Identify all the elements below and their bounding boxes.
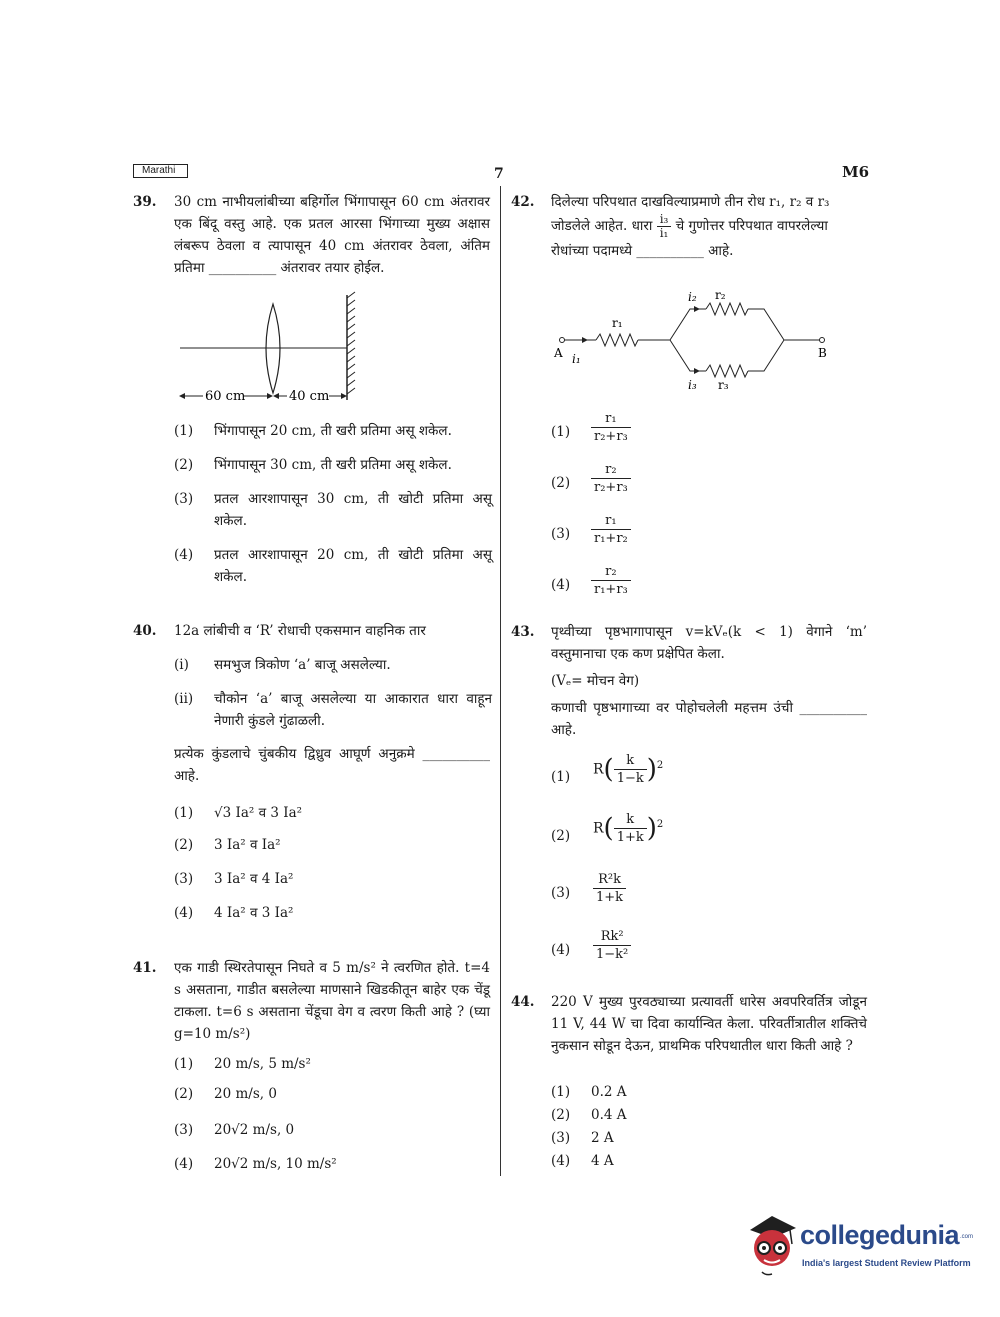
q44-number: 44.: [511, 994, 535, 1010]
q44-text: 220 V मुख्य पुरवठ्याच्या प्रत्यावर्ती धारेस अवपरिवर्तित्र जोडून 11 V, 44 W चा दिवा कार्यान्वित केला. परिवर्तीत्रातील शक्तिचे नुकसान सोडून देऊन, प्राथमिक परिपथातील धारा किती आहे ?: [551, 994, 867, 1054]
q39-option-3[interactable]: [174, 488, 494, 534]
resistor-r2: [706, 303, 748, 315]
option-number: (2): [551, 1107, 571, 1123]
q39-option-4[interactable]: [174, 544, 494, 590]
option-number: (1): [551, 769, 571, 785]
q39-dim-left: 60 cm: [205, 389, 246, 404]
option-number: (3): [174, 871, 194, 887]
option-number: (1): [174, 805, 194, 821]
option-text: भिंगापासून 30 cm, ती खरी प्रतिमा असू शकेल.: [214, 457, 452, 473]
q40-question: प्रत्येक कुंडलाचे चुंबकीय द्विध्रुव आघूर्ण अनुक्रमे __________ आहे.: [174, 746, 490, 784]
option-number: (4): [174, 905, 194, 921]
option-number: (4): [551, 1153, 571, 1169]
logo-wordmark: collegedunia: [800, 1220, 960, 1250]
option-number: (3): [551, 1130, 571, 1146]
option-text: 2 A: [591, 1130, 614, 1146]
svg-text:B: B: [818, 346, 827, 360]
option-number: (3): [551, 526, 571, 542]
svg-text:i₃: i₃: [688, 378, 697, 392]
option-number: (1): [174, 1056, 194, 1072]
q42-option-4[interactable]: (4) $\frac{\text{r₂}}{\text{r₁+r₃}}$: [551, 563, 751, 607]
q43-option-4[interactable]: (4) $\frac{\text{Rk²}}{\text{1−k²}}$: [551, 928, 751, 972]
option-text: भिंगापासून 20 cm, ती खरी प्रतिमा असू शकेल.: [214, 423, 452, 439]
option-text: 20√2 m/s, 10 m/s²: [214, 1156, 337, 1172]
option-text: 4 A: [591, 1153, 614, 1169]
q42-option-2[interactable]: (2) $\frac{\text{r₂}}{\text{r₂+r₃}}$: [551, 461, 751, 505]
q39-dim-right: 40 cm: [289, 389, 330, 404]
option-text: प्रतल आरशापासून 20 cm, ती खोटी प्रतिमा असू शकेल.: [214, 547, 492, 585]
option-number: (4): [551, 577, 571, 593]
option-number: (3): [174, 491, 194, 507]
q43-number: 43.: [511, 624, 535, 640]
resistor-r3: [706, 365, 748, 377]
logo-tagline: India's largest Student Review Platform: [802, 1258, 971, 1268]
option-number: (2): [551, 475, 571, 491]
q39-text: 30 cm नाभीयलांबीच्या बहिर्गोल भिंगापासून 60 cm अंतरावर एक बिंदू वस्तु आहे. एक प्रतल आरसा भिंगाच्या मुख्य अक्षास लंबरूप ठेवला व त्यापासून 40 cm अंतरावर ठेवला, अंतिम प्रतिमा __________ अंतरावर तयार होईल.: [174, 194, 490, 276]
option-text: √3 Ia² व 3 Ia²: [214, 805, 303, 821]
q43-option-2[interactable]: (2) R( $\frac{k}{1+k}$ )$^2$: [551, 812, 664, 845]
q39-number: 39.: [133, 194, 157, 210]
mascot-icon: [742, 1208, 800, 1278]
page-number: 7: [494, 166, 504, 182]
svg-text:A: A: [554, 346, 563, 360]
resistor-r1: [596, 334, 638, 346]
logo-domain: .com: [960, 1234, 974, 1240]
column-divider: [500, 186, 501, 1176]
option-number: (4): [551, 942, 571, 958]
q42-number: 42.: [511, 194, 535, 210]
option-text: 20 m/s, 0: [214, 1086, 277, 1102]
option-number: (4): [174, 1156, 194, 1172]
q39-lens-diagram: [175, 290, 375, 408]
option-text: 3 Ia² व 4 Ia²: [214, 871, 294, 887]
q40-intro: 12a लांबीची व ‘R’ रोधाची एकसमान वाहनिक तार: [174, 623, 426, 639]
svg-text:r₂: r₂: [715, 288, 726, 302]
q42-circuit-diagram: [550, 285, 840, 397]
option-text: 3 Ia² व Ia²: [214, 837, 281, 853]
paper-code: M6: [842, 163, 870, 181]
option-text: 20 m/s, 5 m/s²: [214, 1056, 311, 1072]
option-text: 0.4 A: [591, 1107, 627, 1123]
option-number: (1): [551, 1084, 571, 1100]
q42-option-1[interactable]: (1) $\frac{\text{r₁}}{\text{r₂+r₃}}$: [551, 410, 751, 454]
option-text: 4 Ia² व 3 Ia²: [214, 905, 294, 921]
q43-option-1[interactable]: (1) R( $\frac{k}{1-k}$ )$^2$: [551, 753, 664, 786]
svg-text:r₁: r₁: [612, 316, 623, 330]
option-number: (4): [174, 547, 194, 563]
q43-note: (Vₑ= मोचन वेग): [551, 673, 640, 689]
svg-text:i₁: i₁: [572, 352, 581, 366]
option-number: (1): [174, 423, 194, 439]
option-number: (2): [174, 1086, 194, 1102]
q42-text: दिलेल्या परिपथात दाखविल्याप्रमाणे तीन रोध r₁, r₂ व r₃ जोडलेले आहेत. धारा $\frac{\text{i₃}}{\text{i₁}}$ चे गुणोत्तर परिपथात वापरलेल्या रोधांच्या पदामध्ये __________ आहे.: [551, 194, 830, 259]
option-number: (2): [551, 828, 571, 844]
option-text: 0.2 A: [591, 1084, 627, 1100]
q43-text: पृथ्वीच्या पृष्ठभागापासून v=kVₑ(k < 1) वेगाने ‘m’ वस्तुमानाचा एक कण प्रक्षेपित केला.: [551, 624, 867, 662]
q41-number: 41.: [133, 960, 157, 976]
option-number: (1): [551, 424, 571, 440]
option-number: (2): [174, 837, 194, 853]
option-text: 20√2 m/s, 0: [214, 1122, 295, 1138]
language-tag: Marathi: [133, 164, 188, 178]
option-number: (2): [174, 457, 194, 473]
q40-number: 40.: [133, 623, 157, 639]
q41-text: एक गाडी स्थिरतेपासून निघते व 5 m/s² ने त्वरणित होते. t=4 s असताना, गाडीत बसलेल्या माणसाने खिडकीतून बाहेर एक चेंडू टाकला. t=6 s असताना चेंडूचा वेग व त्वरण किती आहे ? (घ्या g=10 m/s²): [174, 960, 490, 1042]
svg-text:i₂: i₂: [688, 290, 697, 304]
q43-question: कणाची पृष्ठभागाच्या वर पोहोचलेली महत्तम उंची __________ आहे.: [551, 700, 867, 738]
collegedunia-logo[interactable]: [742, 1208, 972, 1288]
q43-option-3[interactable]: (3) $\frac{\text{R²k}}{1+k}$: [551, 871, 751, 915]
option-number: (3): [551, 885, 571, 901]
svg-text:r₃: r₃: [718, 378, 729, 392]
q40-sub-ii: (ii) चौकोन ‘a’ बाजू असलेल्या या आकारात धारा वाहून नेणारी कुंडले गुंढाळली.: [174, 691, 492, 729]
option-text: प्रतल आरशापासून 30 cm, ती खोटी प्रतिमा असू शकेल.: [214, 491, 492, 529]
option-number: (3): [174, 1122, 194, 1138]
q42-option-3[interactable]: (3) $\frac{\text{r₁}}{\text{r₁+r₂}}$: [551, 512, 751, 556]
